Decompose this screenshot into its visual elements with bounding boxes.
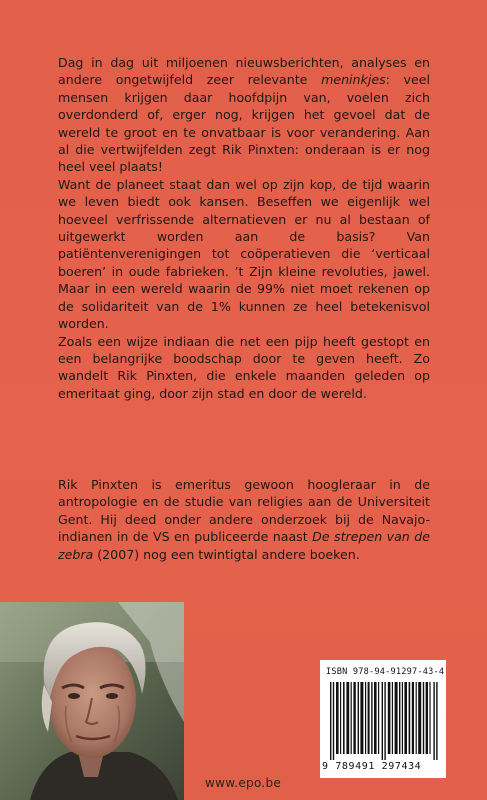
blurb-italic-word: meninkjes — [321, 72, 386, 88]
blurb-paragraph-2: Want de planeet staat dan wel op zijn kop, de tijd waarin we leven biedt ook kansen. Beseffen we eigenlijk wel hoeveel verfrissende alternatieven er nu al bestaan of uitgewerkt worden aan de basis? Van patiëntenverenigingen tot coöperatieven die ‘verticaal boeren’ in oude fabrieken. ’t Zijn kleine revoluties, jawel. Maar in een wereld waarin de 99% niet moet rekenen op de solidariteit van de 1% kunnen ze heel betekenisvol worden. — [58, 176, 430, 332]
author-portrait-image — [0, 602, 184, 800]
isbn-label: ISBN 978-94-91297-43-4 — [326, 667, 445, 677]
blurb-text — [58, 54, 430, 402]
publisher-website: www.epo.be — [205, 776, 282, 790]
barcode-panel — [320, 660, 446, 778]
author-bio-end: (2007) nog een twintigtal andere boeken. — [93, 546, 360, 562]
blurb-paragraph-1-end: : veel mensen krijgen daar hoofdpijn van, voelen zich overdonderd of, erger nog, krijgen het gevoel dat de wereld te groot en te onvatbaar is voor verandering. Aan al die vertwijfelden zegt Rik Pinxten: onderaan is er nog heel veel plaats! — [58, 72, 430, 175]
blurb-paragraph-3: Zoals een wijze indiaan die net een pijp heeft gestopt en een belangrijke boodschap door te geven heeft. Zo wandelt Rik Pinxten, die enkele maanden geleden op emeritaat ging, door zijn stad en door de wereld. — [58, 333, 430, 401]
author-photo — [0, 602, 184, 800]
author-bio-start: Rik Pinxten is emeritus gewoon hoogleraar in de antropologie en de studie van religies aan de Universiteit Gent. Hij deed onder andere onderzoek bij de Navajo-indianen in de VS en publiceerde naast — [58, 477, 430, 545]
barcode-icon — [330, 682, 438, 760]
blurb-paragraph-1 — [58, 54, 430, 176]
ean-digits: 9 789491 297434 — [322, 761, 422, 772]
book-title: De strepen van de zebra — [58, 529, 430, 562]
author-bio — [58, 476, 430, 563]
author-bio-paragraph — [58, 476, 430, 563]
blurb-paragraph-1-start: Dag in dag uit miljoenen nieuwsberichten, analyses en andere ongetwijfeld zeer relevante — [58, 55, 430, 88]
